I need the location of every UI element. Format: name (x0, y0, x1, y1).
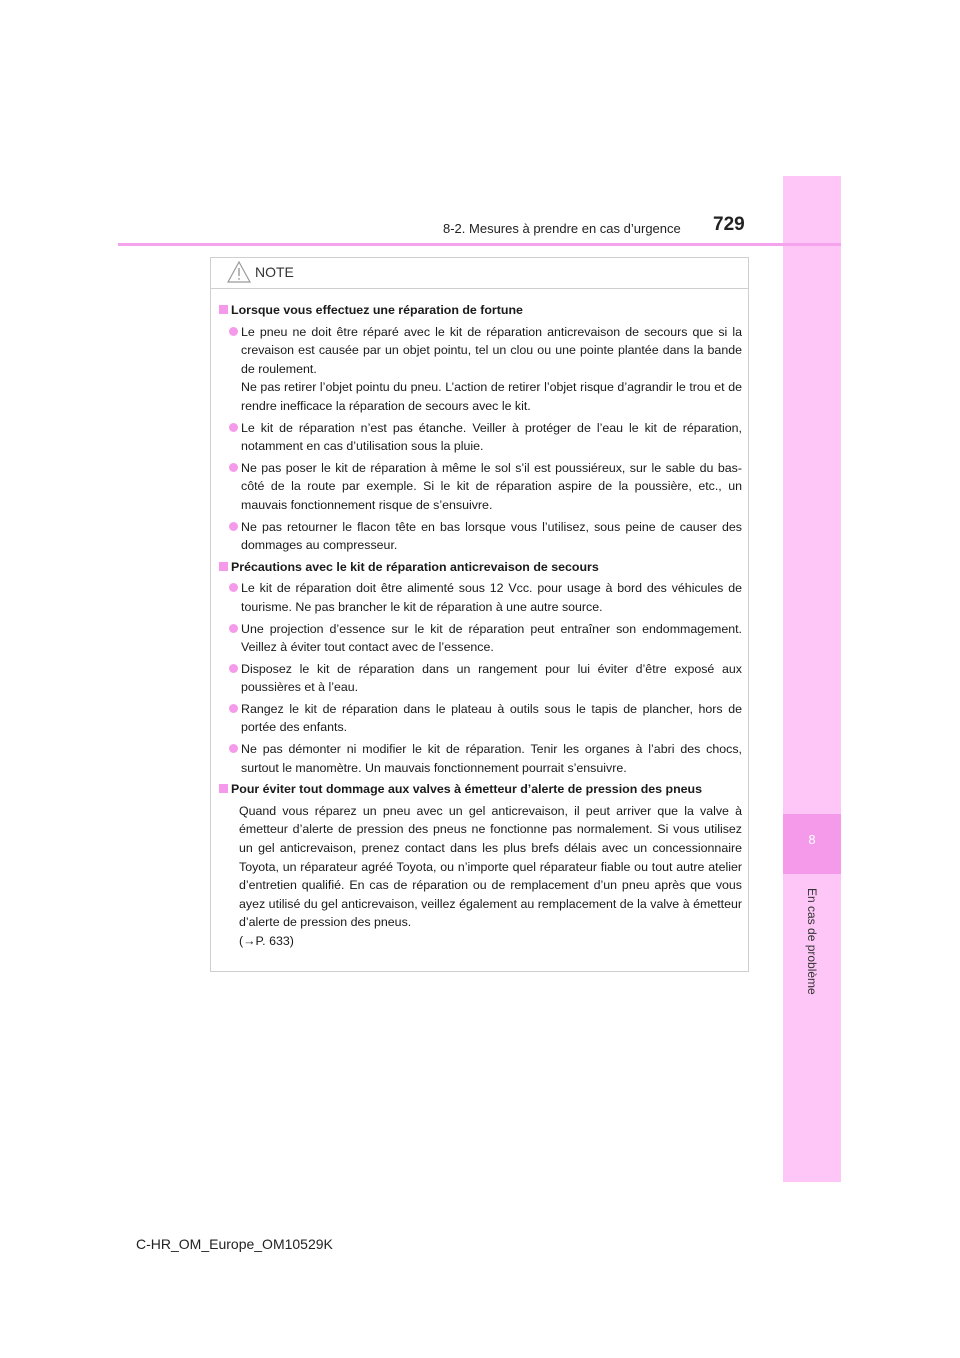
list-item: Le kit de réparation doit être alimenté sous 12 Vcc. pour usage à bord des véhicules de tourisme. Ne pas brancher le kit de réparation à une autre source. (219, 579, 742, 616)
note-body (211, 289, 748, 951)
paragraph: Quand vous réparez un pneu avec un gel anticrevaison, il peut arriver que la valve à émetteur d’alerte de pression des pneus ne fonctionne pas normalement. Si vous utilisez un gel anticrevaison, prenez contact dans les plus brefs délais avec un concessionnaire Toyota, un réparateur agréé Toyota, ou n’importe quel réparateur fiable ou tout autre atelier d’entretien qualifié. En cas de réparation ou de remplacement d’un pneu après que vous ayez utilisé du gel anticrevaison, veillez également au remplacement de la valve à émetteur d’alerte de pression des pneus. (→P. 633) (219, 802, 742, 951)
note-header (211, 258, 748, 289)
bullet-icon (229, 522, 238, 531)
bullet-icon (229, 664, 238, 673)
page-number: 729 (713, 214, 745, 235)
note-section-2 (219, 558, 742, 778)
chapter-tab[interactable] (783, 814, 841, 874)
warning-icon (227, 261, 251, 283)
square-bullet-icon (219, 305, 228, 314)
section-heading: Pour éviter tout dommage aux valves à émetteur d’alerte de pression des pneus (219, 780, 742, 799)
bullet-icon (229, 704, 238, 713)
section-title: 8-2. Mesures à prendre en cas d’urgence (443, 221, 681, 236)
list-item: Ne pas démonter ni modifier le kit de réparation. Tenir les organes à l’abri des chocs, surtout le manomètre. Un mauvais fonctionnement pourrait s’ensuivre. (219, 740, 742, 777)
list-item: Une projection d’essence sur le kit de réparation peut entraîner son endommagement. Veillez à éviter tout contact avec de l’essence. (219, 620, 742, 657)
list-item: Rangez le kit de réparation dans le plateau à outils sous le tapis de plancher, hors de portée des enfants. (219, 700, 742, 737)
chapter-sidebar (783, 176, 841, 1182)
note-section-3 (219, 780, 742, 950)
page-reference-link[interactable]: (→P. 633) (239, 934, 294, 948)
section-heading: Lorsque vous effectuez une réparation de fortune (219, 301, 742, 320)
bullet-icon (229, 744, 238, 753)
list-item: Disposez le kit de réparation dans un rangement pour lui éviter d’être exposé aux poussières et à l’eau. (219, 660, 742, 697)
bullet-icon (229, 624, 238, 633)
note-section-1 (219, 301, 742, 555)
list-item: Ne pas poser le kit de réparation à même le sol s’il est poussiéreux, sur le sable du bas-côté de la route par exemple. Si le kit de réparation aspire de la poussière, etc., un mauvais fonctionnement risque de s’ensuivre. (219, 459, 742, 515)
document-code: C-HR_OM_Europe_OM10529K (136, 1236, 333, 1252)
list-item: Le kit de réparation n’est pas étanche. Veiller à protéger de l’eau le kit de réparation, notamment en cas d’utilisation sous la pluie. (219, 419, 742, 456)
header-rule (118, 243, 841, 246)
section-heading: Précautions avec le kit de réparation anticrevaison de secours (219, 558, 742, 577)
note-title: NOTE (255, 264, 294, 280)
bullet-icon (229, 327, 238, 336)
bullet-icon (229, 463, 238, 472)
chapter-number: 8 (808, 832, 816, 847)
square-bullet-icon (219, 784, 228, 793)
chapter-title: En cas de problème (805, 888, 819, 995)
bullet-icon (229, 583, 238, 592)
square-bullet-icon (219, 562, 228, 571)
bullet-icon (229, 423, 238, 432)
list-item: Le pneu ne doit être réparé avec le kit de réparation anticrevaison de secours que si la crevaison est causée par un objet pointu, tel un clou ou une pointe plantée dans la bande de roulement. Ne pas retirer l’objet pointu du pneu. L’action de retirer l’objet risque d’agrandir le trou et de rendre inefficace la réparation de secours avec le kit. (219, 323, 742, 416)
list-item: Ne pas retourner le flacon tête en bas lorsque vous l’utilisez, sous peine de causer des dommages au compresseur. (219, 518, 742, 555)
note-box (210, 257, 749, 972)
